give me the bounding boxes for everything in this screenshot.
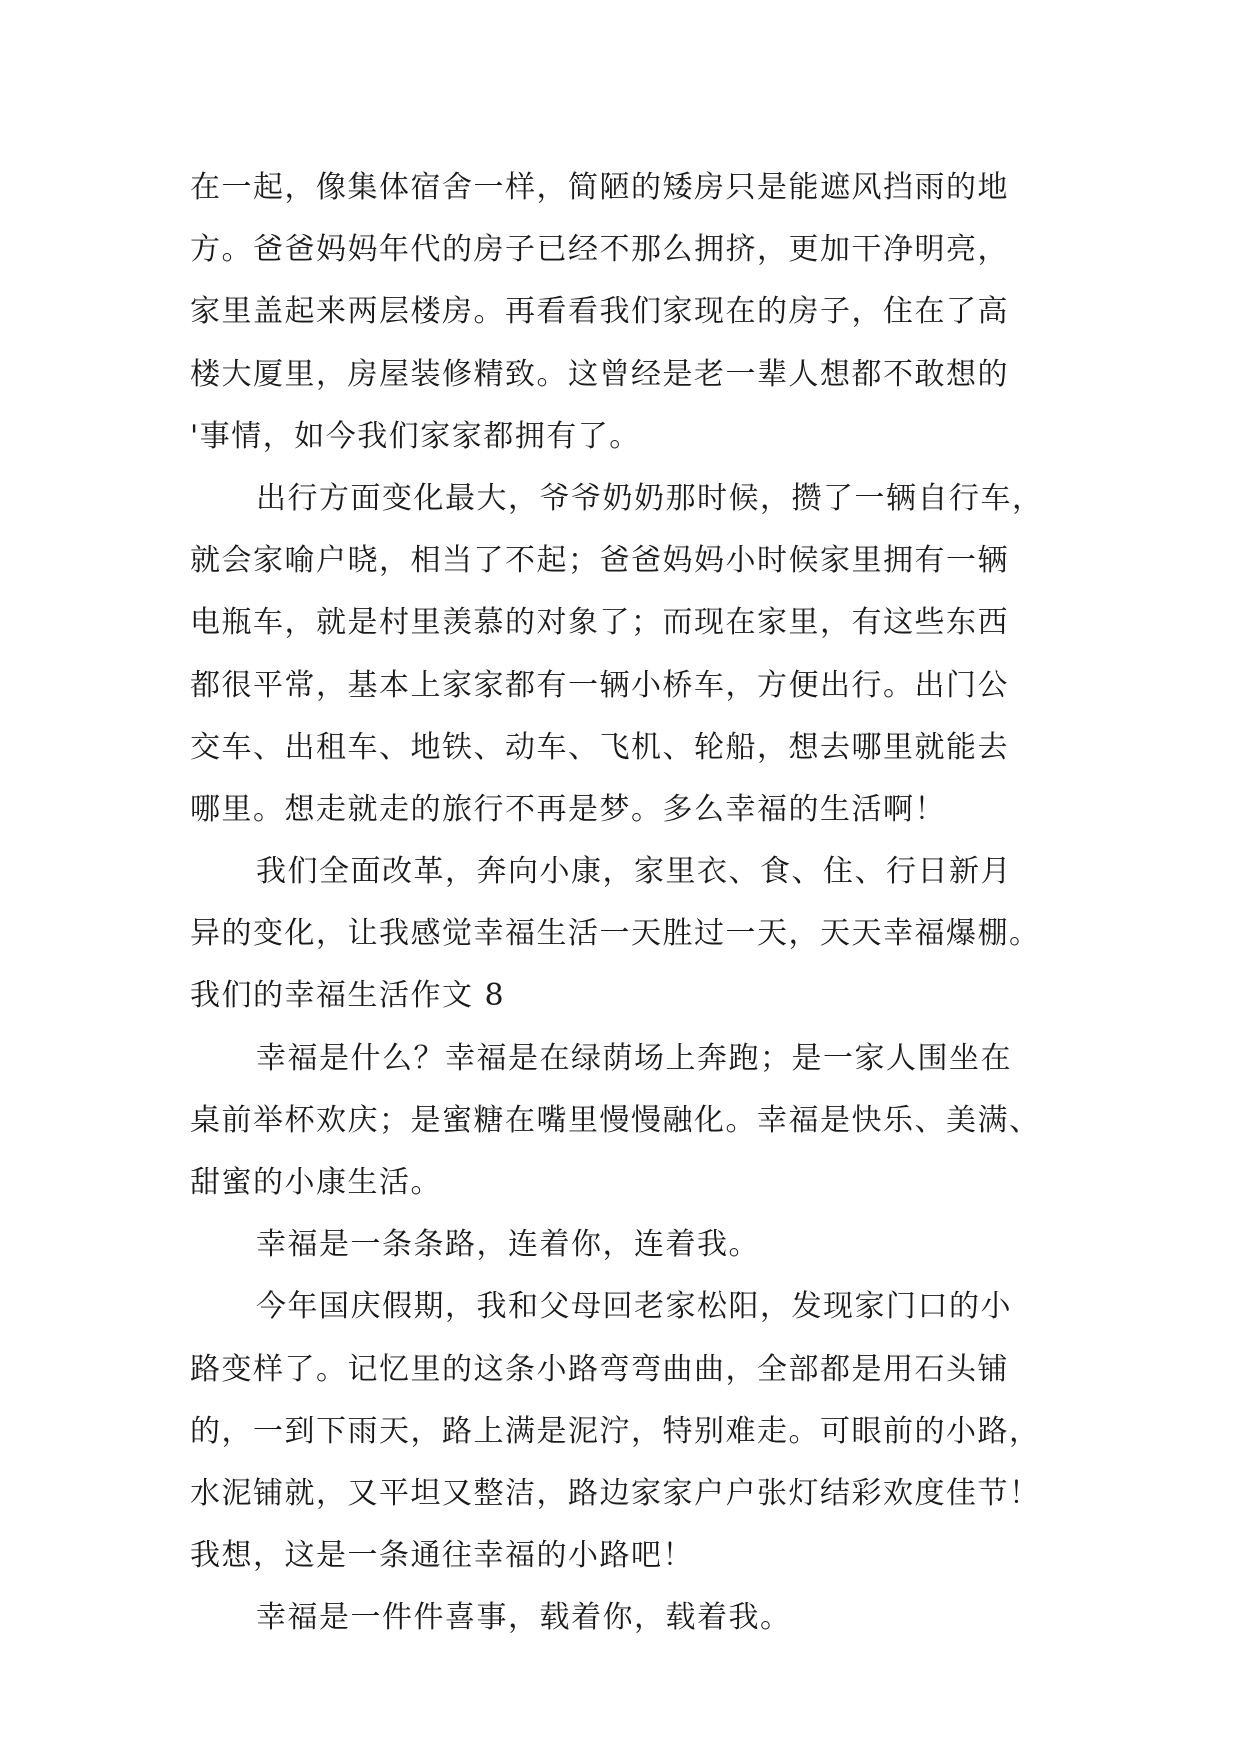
text-line: 的，一到下雨天，路上满是泥泞，特别难走。可眼前的小路， <box>190 1413 1041 1449</box>
text-line: 电瓶车，就是村里羡慕的对象了；而现在家里，有这些东西 <box>190 605 1009 641</box>
text-line: 在一起，像集体宿舍一样，简陋的矮房只是能遮风挡雨的地 <box>190 170 1009 205</box>
text-line: 甜蜜的小康生活。 <box>190 1165 442 1200</box>
paragraph-first-line: 今年国庆假期，我和父母回老家松阳，发现家门口的小 <box>256 1289 1012 1325</box>
paragraph-first-line: 出行方面变化最大，爷爷奶奶那时候，攒了一辆自行车， <box>256 480 1044 516</box>
paragraph-first-line: 幸福是一件件喜事，载着你，载着我。 <box>256 1600 792 1636</box>
paragraph-first-line: 幸福是什么？幸福是在绿荫场上奔跑；是一家人围坐在 <box>256 1040 1012 1076</box>
text-line: '事情，如今我们家家都拥有了。 <box>190 418 641 454</box>
paragraph-first-line: 我们全面改革，奔向小康，家里衣、食、住、行日新月 <box>256 854 1012 890</box>
text-line: 哪里。想走就走的旅行不再是梦。多么幸福的生活啊！ <box>190 791 946 827</box>
text-line: 都很平常，基本上家家都有一辆小桥车，方便出行。出门公 <box>190 667 1009 703</box>
text-line: 楼大厦里，房屋装修精致。这曾经是老一辈人想都不敢想的 <box>190 356 1009 392</box>
text-line: 异的变化，让我感觉幸福生活一天胜过一天，天天幸福爆棚。 <box>190 916 1041 952</box>
text-line: 就会家喻户晓，相当了不起；爸爸妈妈小时候家里拥有一辆 <box>190 543 1009 579</box>
text-line: 家里盖起来两层楼房。再看看我们家现在的房子，住在了高 <box>190 294 1009 330</box>
paragraph-first-line: 幸福是一条条路，连着你，连着我。 <box>256 1227 760 1263</box>
text-line: 路变样了。记忆里的这条小路弯弯曲曲，全部都是用石头铺 <box>190 1351 1009 1387</box>
text-line: 桌前举杯欢庆；是蜜糖在嘴里慢慢融化。幸福是快乐、美满、 <box>190 1102 1041 1138</box>
text-line: 我想，这是一条通往幸福的小路吧！ <box>190 1538 694 1574</box>
section-heading: 我们的幸福生活作文 8 <box>190 978 506 1014</box>
text-line: 方。爸爸妈妈年代的房子已经不那么拥挤，更加干净明亮， <box>190 232 1009 268</box>
text-line: 水泥铺就，又平坦又整洁，路边家家户户张灯结彩欢度佳节！ <box>190 1475 1041 1511</box>
text-line: 交车、出租车、地铁、动车、飞机、轮船，想去哪里就能去 <box>190 729 1009 765</box>
document-body <box>190 157 1050 1650</box>
